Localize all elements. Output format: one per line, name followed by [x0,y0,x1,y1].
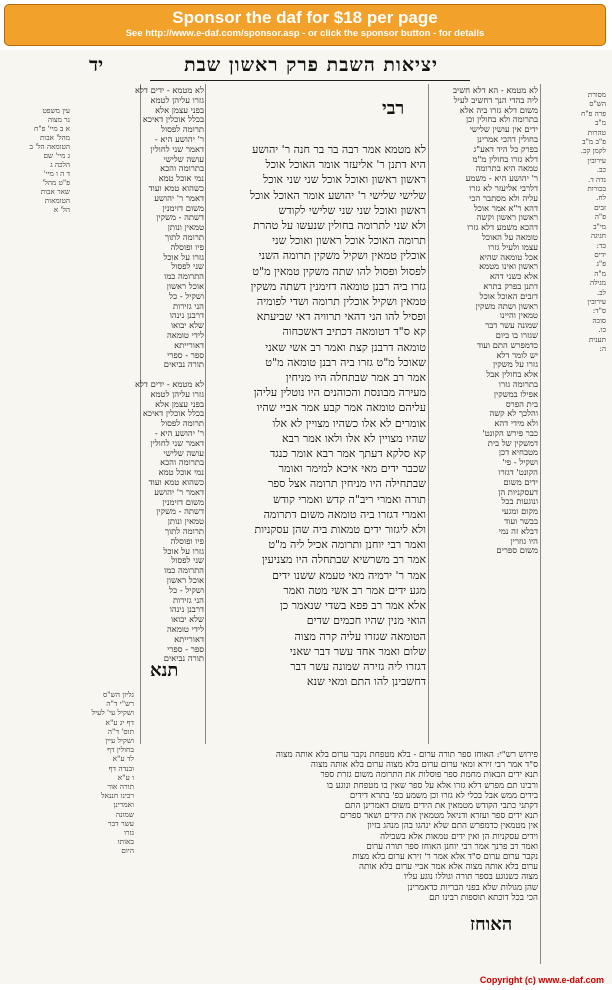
commentary-line: שהן מגולות שלא בפני הבריות כדאמרינן [407,882,538,893]
ein-mishpat-line: עין משפט [42,106,70,115]
sponsor-title[interactable]: Sponsor the daf for $18 per page [172,8,438,27]
rashi-line: תרומה לפסול [161,418,204,429]
gemara-line: תרומה האוכל אוכל ראשון ואוכל שני [272,234,426,248]
rashi-line: לא מטמא - ידים דלא [134,85,204,95]
column-divider [140,84,141,744]
tosfos-line: אלא כשני דהא [489,271,538,282]
gemara-line: אמר ר' ירמיה מאי טעמא ששנו ידים [272,568,426,582]
masores-line: לקמן קכ. [580,146,606,156]
gemara-line: קא ס"ד דטומאה דכתיב דאשכחוה [282,325,426,339]
masores-line: לח. [596,193,606,203]
masores-line: מ"ה [594,268,606,278]
ein-mishpat-line: הל' א [53,205,70,214]
gilyon-line: באותו [117,837,134,847]
tosfos-line: דלרבי אליעזר לא גזרו [469,182,538,193]
rashi-line: דאורייתא [174,339,204,350]
rashi-line: שלא יבואו [170,614,204,625]
commentary-line: פירוש רש"י: האוחז ספר תורה ערום - בלא מטפחת נקבר ערום בלא אותה מצוה [275,750,538,760]
ein-mishpat-line: נר מצוה [47,115,70,124]
ein-mishpat-line: ד ה ו מיי' [43,169,70,178]
commentary-line: ואמר רב פרנך אמר רבי יוחנן האוחז ספר תורה ערום [366,841,538,852]
tosfos-line: יש לומר דלא [496,349,538,360]
tosfos-line: דהא ר"א אמר אוכל [473,202,538,213]
rashi-line: ר' יהושע היא - [154,427,204,438]
rashi-line: דשתה - משקין [156,506,204,517]
gilyon-line: היום [121,846,134,856]
rashi-line: משום דזימנין [162,202,204,213]
rashi-line: לא מטמא - ידים דלא [134,379,204,389]
gilyon-line: ואמרינן [113,800,134,810]
rashi-line: טמאין ונותן [167,516,204,527]
rashi-line: הני גזירות [172,594,204,605]
tosfos-line: ידים משום [503,476,538,487]
tosfos-line: כבר פירש הקונט' [482,427,538,438]
gilyon-line: ושקיל עיין [105,736,134,746]
rashi-line: עושה שלישי [163,153,204,164]
commentary-line: ס"ד אמר רבי זירא ומאי ערום ערום בלא מצוה ערום בלא אותה מצוה [310,760,538,771]
masores-line: הש"ס [589,99,606,109]
rashi-line: תרומה לפסול [161,124,204,135]
gilyon-line: בחולין דף [107,745,134,755]
commentary-line: ערום בלא אותה מצוה אלא אמר אביי ערום בלא אותה [359,862,538,873]
gilyon-line: רבינו חננאל [101,791,134,801]
rashi-line: תרומה לתוך [164,231,204,242]
gilyon-hashas-margin [6,690,134,890]
tosfos-line: טמאה היא בתרומה [475,163,538,174]
rashi-line: שלא יבואו [170,320,204,331]
tosfos-line: בבשר ועוד [504,516,538,527]
rashi-line: תרומה לתוך [164,525,204,536]
rashi-line: ספר - ספרי [167,643,204,654]
dibur-hamaschil-gemara: רבי [382,98,405,119]
tosfos-line: ליה בהדי הנך דחשיב לעיל [453,94,538,105]
rashi-line: בכלל אוכלין דאיכא [142,114,204,125]
commentary-line: מצוה כשנוגע בספר תורה וגוללו נוגע עליו [404,872,538,883]
masores-line: פ"ה [594,212,606,222]
masores-line: מגילה [589,278,606,288]
rashi-line: דרבנן נינהו [169,310,204,321]
rashi-line: לידי טומאה [166,623,204,634]
tosfos-line: ר' יהושע היא - משמע [465,173,538,184]
commentary-line: דקתני כתבי הקודש מטמאין את הידים משום דאמרינן התם [344,801,538,812]
rashi-line: גזרו עליהן לטמא [150,388,204,399]
masores-line: זבים [594,202,606,212]
tosfos-line: בתרומה ולא בחולין וכן [465,114,538,125]
tosfos-line: עליה ולא מסתבר הכי [469,192,538,203]
masores-line: ה: [599,343,606,353]
masores-line: פ"ב מ"ב [582,137,606,147]
masores-line: פרה פ"ח [580,108,606,118]
masores-line: בכורות [587,184,606,194]
gemara-line: הטומאה שגזרו עליה קרה מצוה [294,629,426,643]
commentary-line: נקבר ערום ערום ס"ד אלא אמר ר' זירא ערום בלא מצות [352,852,538,863]
gemara-line: שהיו מצויין לא אלו ולאו אמר רבא [282,431,426,445]
tosfos-line: משום דלא גזרו ביה אלא [459,104,538,115]
rashi-line: בפני עצמן אלא [155,398,204,409]
daf-page-scan [0,50,612,984]
gemara-line: ולא ליגזור ידים טמאות ביה שהן עסקניות [254,523,426,537]
gemara-line: קא סלקא דעתך אמר רבא אומר כנגד [269,447,426,461]
masores-line: כד: [596,240,606,250]
tosfos-line: עצמו ולעיל גזרו [488,241,538,252]
rashi-line: עושה שלישי [163,447,204,458]
rashi-line: התרומה כמו [164,271,204,282]
gilyon-line: לד ע"א [112,754,134,764]
masores-line: עירובין [587,296,606,306]
sponsor-subtitle[interactable]: See http://www.e-daf.com/sponsor.asp - or click the sponsor button - for details [125,28,485,39]
gemara-line: שבתחילה היו מניחין תרומה אצל ספר [267,477,426,491]
tosfos-line: דבלא זה נמי [498,525,538,536]
tosfos-line: שגזרו בו ביום [495,329,538,340]
masores-line: מסורת [587,90,606,99]
rashi-line: דרבנן נינהו [169,604,204,615]
commentary-line: תנא ידים הבאות מחמת ספר פוסלות את התרומה משום גזרת ספר [320,770,538,781]
gemara-column [206,142,426,750]
gemara-line: אומרים לא אלו כשהיו מצויין לא אלו [272,416,426,430]
rashi-line: גזרו על אוכל [163,545,204,556]
gilyon-line: עשר דבר [107,818,134,828]
tosfos-line: משום ספרים [496,545,538,556]
tosfos-line: ושקיל - פי' [502,457,538,468]
tosfos-line: לא מטמא - הא דלא חשיב [452,85,538,95]
ein-mishpat-line: מהל' אבות [39,133,70,142]
gemara-line: דגזרו ליה גזירה שמונה עשר דבר [290,659,426,673]
gilyon-line: ושקיל עי' לעיל [91,708,134,718]
tosfos-line: דלא גזרו בחולין מ"מ [472,153,538,164]
page-header: יציאות השבת פרק ראשון שבת [184,54,438,76]
tosfos-line: דעסקניות הן [498,486,538,497]
rashi-line: ושקיל - כל [169,584,204,595]
tosfos-line: בית הפרס [505,398,538,409]
gemara-line: היא דתנן ר' אליעזר אומר האוכל אוכל [265,158,426,172]
rashi-line: משום דזימנין [162,496,204,507]
rashi-line: דאורייתא [174,633,204,644]
tosfos-line: כדמפרש התם ועוד [476,339,538,350]
rashi-line: נמי אוכל טמא [158,173,204,184]
gemara-line: מגע ידים אמר רב אשי מטה ואמר [283,583,426,597]
dibur-hamaschil-haochez: האוחז [470,914,513,935]
tosfos-line: ראשון ושתה משקין [475,300,538,311]
gilyon-line: גזרו [123,828,134,838]
tosfos-line: דהכא משמע דלא גזרו [467,222,538,233]
gemara-line: אלא אמר רב פפא בשדי שנאמר כן [279,599,426,613]
gemara-line: אוכלין טמאין ושקיל משקין תרומה השני [258,249,426,263]
gemara-line: טמאין ושקיל אוכלין תרומה ושדי לפומיה [256,295,426,309]
masores-line: לב. [596,287,606,297]
lower-commentary [142,750,538,972]
rashi-line: דאמר שני לחולין [150,437,204,448]
ein-mishpat-line: פ"ט מהל' [42,178,70,187]
gemara-line: שלום ואמר אחד עשר דבר שאני [289,644,426,658]
tosfos-line: ולא מידי דהא [494,418,538,429]
rashi-line: גזרו עליהן לטמא [150,94,204,105]
rashi-line: שני לפסול [171,261,204,272]
rashi-line: בכלל אוכלין דאיכא [142,408,204,419]
rashi-line: פיו ופוסלה [170,241,204,252]
ein-mishpat-line: הלכה ג [50,160,70,169]
rashi-line: דשתה - משקין [156,212,204,223]
gemara-line: אמר רב אמר שבתחלה היו מניחין [285,371,426,385]
rashi-line: לידי טומאה [166,329,204,340]
gemara-line: ופסיל להו הני דהאי תרוויה דאי שביעתא [256,310,426,324]
tosfos-line: אלא בחולין אבל [486,369,538,380]
gilyon-line: תורה אור [107,782,134,792]
tosfos-line: אכל טומאה שהיא [479,251,538,262]
tosfos-line: בחולין דהכי אמרינן [476,133,538,144]
gilyon-line: ובנדה דף [108,763,134,773]
masores-line: כו. [598,325,606,335]
tosfos-line: הקונט' דגזרו [498,467,538,478]
gemara-line: אמר רב משרשיא שבתחלה היו מצניעין [261,553,426,567]
masores-line: נדה ד. [588,174,606,184]
ein-mishpat-line: שאר אבות [40,187,70,196]
tosfos-line: שמונה עשר דבר [485,320,538,331]
tosfos-line: ידים אין עושין שלישי [469,124,538,135]
gemara-line: עליהם טומאה אמר קבע אמר אביי שהיו [256,401,426,415]
tosfos-line: בפרק כל היד דאע"ג [473,143,538,154]
gemara-line: לא מטמא אמר רבה בר בר חנה ר' יהושע [252,143,426,156]
rashi-line: בתרומה והכא [160,163,204,174]
gemara-line: שכבר ידים מאי איכא למימר ואומר [278,462,426,476]
gemara-line: הואי מנין שהיו חכמים שדים [306,614,426,628]
masores-line: מ"ב [594,118,606,128]
rashi-line: בפני עצמן אלא [155,104,204,115]
tosfos-line: גזרו על משקין [492,359,538,370]
rashi-line: אוכל ראשון [166,280,204,291]
rashi-column [134,85,204,370]
masores-hashas-margin [544,90,606,930]
tosfos-line: טמאין והיינו [499,310,538,321]
rashi-line: נמי אוכל טמא [158,467,204,478]
rashi-line: דאמר ר' יהושע [154,486,204,497]
rashi-line: פיו ופוסלה [170,535,204,546]
tosfos-column [430,86,538,706]
rashi-line: כשהוא טמא ועוד [148,476,204,487]
gemara-line: מעירה מבונסת והכוהנים היו נוטלין עליהן [253,386,426,400]
tosfos-line: טומאה על האוכל [482,231,538,242]
gemara-line: שלישי שלישי ר' יהושע אומר האוכל אוכל [250,188,426,202]
masores-line: סוכה [592,315,606,325]
ein-mishpat-line: הטומאות [44,196,70,205]
masores-line: חגיגה [590,231,606,241]
rashi-column-lower [134,379,204,740]
rashi-line: טמאין ונותן [167,222,204,233]
tosfos-line: דתנן בפרק בתרא [483,280,538,291]
rashi-line: ושקיל - כל [169,290,204,301]
gemara-line: גזרו ביה רבנן טומאה דזימנין דשתה משקין [250,279,426,293]
rashi-line: אוכל ראשון [166,574,204,585]
folio-number: יד [88,54,104,76]
gemara-line: ראשון ואוכל שני שני שלישי לקודש [278,203,426,217]
tosfos-line: ראשון ראשון וקשה [476,212,538,223]
column-divider [428,84,429,744]
ein-mishpat-line: הטומאה הל' ב [29,142,70,151]
commentary-line: וידים עסקניות הן ואין ידים טמאות אלא בשבילה [380,831,538,842]
tosfos-line: מקום ומגעי [501,506,538,517]
gilyon-line: רש"י ד"ה [106,699,134,709]
tosfos-line: דמשקין של בית [487,437,538,448]
gilyon-line: גליון הש"ס [102,690,134,699]
commentary-line: תנא ידים ספר ועזרא ודניאל מטמאין את הידים ושאר ספרים [339,811,538,822]
masores-line: כב. [596,165,606,175]
masores-line: טהרות [587,127,606,137]
copyright-footer[interactable]: Copyright (c) www.e-daf.com [479,975,604,985]
gemara-line: לפסול ופסול להו שתה משקין טמאין מ"ט [252,264,426,278]
tosfos-line: והלכך לא קשה [489,408,538,419]
gemara-line: תורה ואמרי ריב"ה קדש ואמרי קודש [273,492,426,506]
ein-mishpat-margin [6,106,70,226]
rashi-line: כשהוא טמא ועוד [148,182,204,193]
gemara-line: ואמרי דגזרו ביה טומאה משום דתרומה [263,507,426,521]
gemara-line: ראשון ראשון ואוכל אוכל שני שני אוכל [263,173,426,187]
gemara-line: דחשבינן להו התם ומאי שנא [306,675,426,689]
tosfos-line: מטבחיא דכן [498,447,538,458]
sponsor-banner[interactable] [4,4,606,46]
masores-line: עירובין [587,155,606,165]
commentary-line: בידים ממש אבל בכלי לא גזרו וכן משמע בפ' בתרא דידים [349,790,538,801]
rashi-line: דאמר שני לחולין [150,143,204,154]
tosfos-line: ראשון ואינו מטמא [479,261,538,272]
commentary-line: ורבינו תם מפרש דלא גזרו אלא על ספר שאין בו מטפחת ונוגע בו [326,780,538,791]
ein-mishpat-line: א ב מיי' פ"ח [34,124,70,133]
ein-mishpat-line: ג מיי' שם [43,151,70,160]
masores-line: תענית [588,334,606,344]
rashi-line: דאמר ר' יהושע [154,192,204,203]
tosfos-line: דזבים האוכל אוכל [479,290,538,301]
gemara-line: ואמר רבי יוחנן ותרומה אכיל ליה מ"ט [268,538,426,552]
dibur-hamaschil-tana: תנא [150,660,179,681]
gilyon-line: שמונה [115,809,134,819]
masores-line: ידים [594,249,606,259]
header-rule [150,80,470,81]
gilyon-line: דף יג ע"א [105,717,134,727]
commentary-line: הכי בכל דוכתא תוספות רבינו תם [429,892,538,903]
masores-line: מי"ב [593,221,606,231]
tosfos-line: בתרומה גזרו [498,378,538,389]
rashi-line: תורה נביאים [163,359,204,370]
rashi-line: בתרומה והכא [160,457,204,468]
rashi-line: גזרו על אוכל [163,251,204,262]
gemara-line: שאוכל מ"ט גזרו ביה רבנן טומאה מ"ט [265,355,426,369]
tosfos-line: אפילו במשקין [493,388,538,399]
rashi-line: שני לפסול [171,555,204,566]
rashi-line: ר' יהושע היא - [154,133,204,144]
commentary-line: אין מטמאין כדמפרש התם שלא ינהגו בהן מנהג בזיון [367,821,538,832]
tosfos-line: היו גוזרין [510,535,538,546]
column-divider [540,84,541,964]
rashi-line: ספר - ספרי [167,349,204,360]
gemara-line: טומאה דרבנן קצת ואמר רב אשי שאני [265,340,426,354]
gilyon-line: תוס' ד"ה [107,726,134,736]
gilyon-line: ו ע"א [117,772,134,782]
tosfos-line: ונוגעות בכל [501,496,538,507]
rashi-line: תורה נביאים [163,653,204,664]
rashi-line: הני גזירות [172,300,204,311]
masores-line: ס"ד: [592,306,606,316]
rashi-line: התרומה כמו [164,565,204,576]
gemara-line: ולא שני לתרומה בחולין שנעשו על טהרת [253,219,426,233]
masores-line: פ"ג [596,259,606,269]
